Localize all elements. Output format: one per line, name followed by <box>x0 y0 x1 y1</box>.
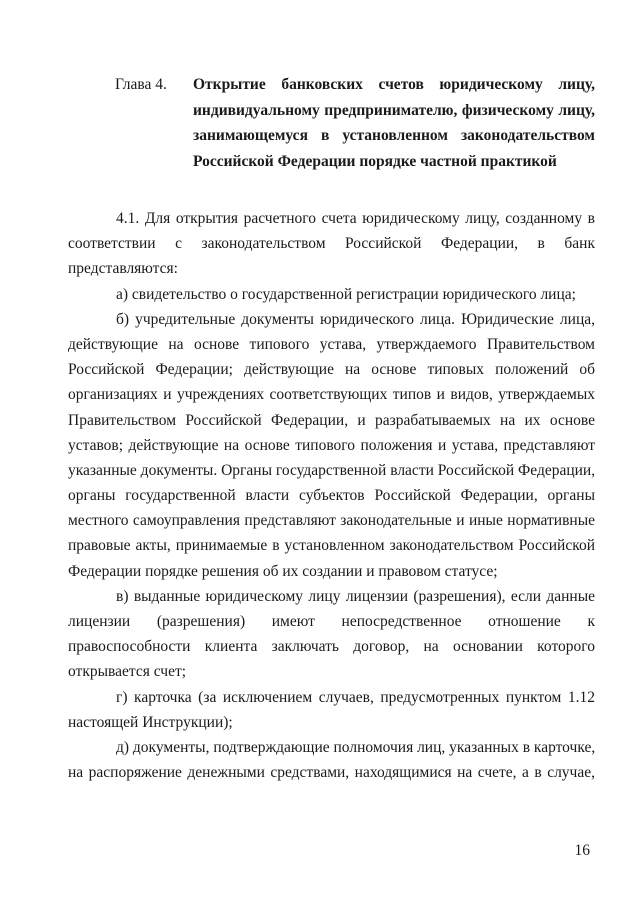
chapter-title-line: занимающемуся в установленном законодательством <box>193 127 595 144</box>
text-line: настоящей Инструкции); <box>68 713 233 731</box>
chapter-label: Глава 4. <box>115 76 167 93</box>
text-line: Правительством Российской Федерации, и разрабатываемых на их основе <box>68 411 595 429</box>
text-line: в) выданные юридическому лицу лицензии (разрешения), если данные <box>116 587 595 605</box>
text-line: на распоряжение денежными средствами, находящимися на счете, а в случае, <box>68 764 595 782</box>
page-number: 16 <box>574 842 590 859</box>
text-line: действующие на основе типового устава, утверждаемого Правительством <box>68 335 595 353</box>
chapter-title-line: Российской Федерации порядке частной практикой <box>193 152 557 170</box>
text-line: организациях и учреждениях соответствующих типов и видов, утверждаемых <box>68 386 595 404</box>
text-line: органы государственной власти субъектов Российской Федерации, органы <box>68 487 595 505</box>
text-line: соответствии с законодательством Российской Федерации, в банк <box>68 235 595 253</box>
text-line: местного самоуправления представляют законодательные и иные нормативные <box>68 512 595 530</box>
text-line: г) карточка (за исключением случаев, предусмотренных пунктом 1.12 <box>116 688 595 706</box>
text-line: правоспособности клиента заключать договор, на основании которого <box>68 638 595 656</box>
text-line: Федерации порядке решения об их создании и правовом статусе; <box>68 562 498 580</box>
text-line: указанные документы. Органы государственной власти Российской Федерации, <box>68 461 596 479</box>
text-line: 4.1. Для открытия расчетного счета юридическому лицу, созданному в <box>116 210 595 227</box>
chapter-title-line: индивидуальному предпринимателю, физическому лицу, <box>193 101 595 119</box>
chapter-title <box>193 72 595 174</box>
text-line: открывается счет; <box>68 663 187 681</box>
text-line: уставов; действующие на основе типового положения и устава, представляют <box>68 436 595 454</box>
chapter-title-line: Открытие банковских счетов юридическому лицу, <box>193 76 595 93</box>
text-line: Российской Федерации; действующие на основе типовых положений об <box>68 361 595 379</box>
text-line: а) свидетельство о государственной регистрации юридического лица; <box>116 285 576 303</box>
text-line: лицензии (разрешения) имеют непосредственное отношение к <box>68 613 595 630</box>
text-line: представляются: <box>68 260 178 278</box>
body-text <box>68 206 595 785</box>
text-line: правовые акты, принимаемые в установленном законодательством Российской <box>68 537 595 555</box>
text-line: д) документы, подтверждающие полномочия лиц, указанных в карточке, <box>116 738 596 756</box>
text-line: б) учредительные документы юридического лица. Юридические лица, <box>116 310 595 328</box>
